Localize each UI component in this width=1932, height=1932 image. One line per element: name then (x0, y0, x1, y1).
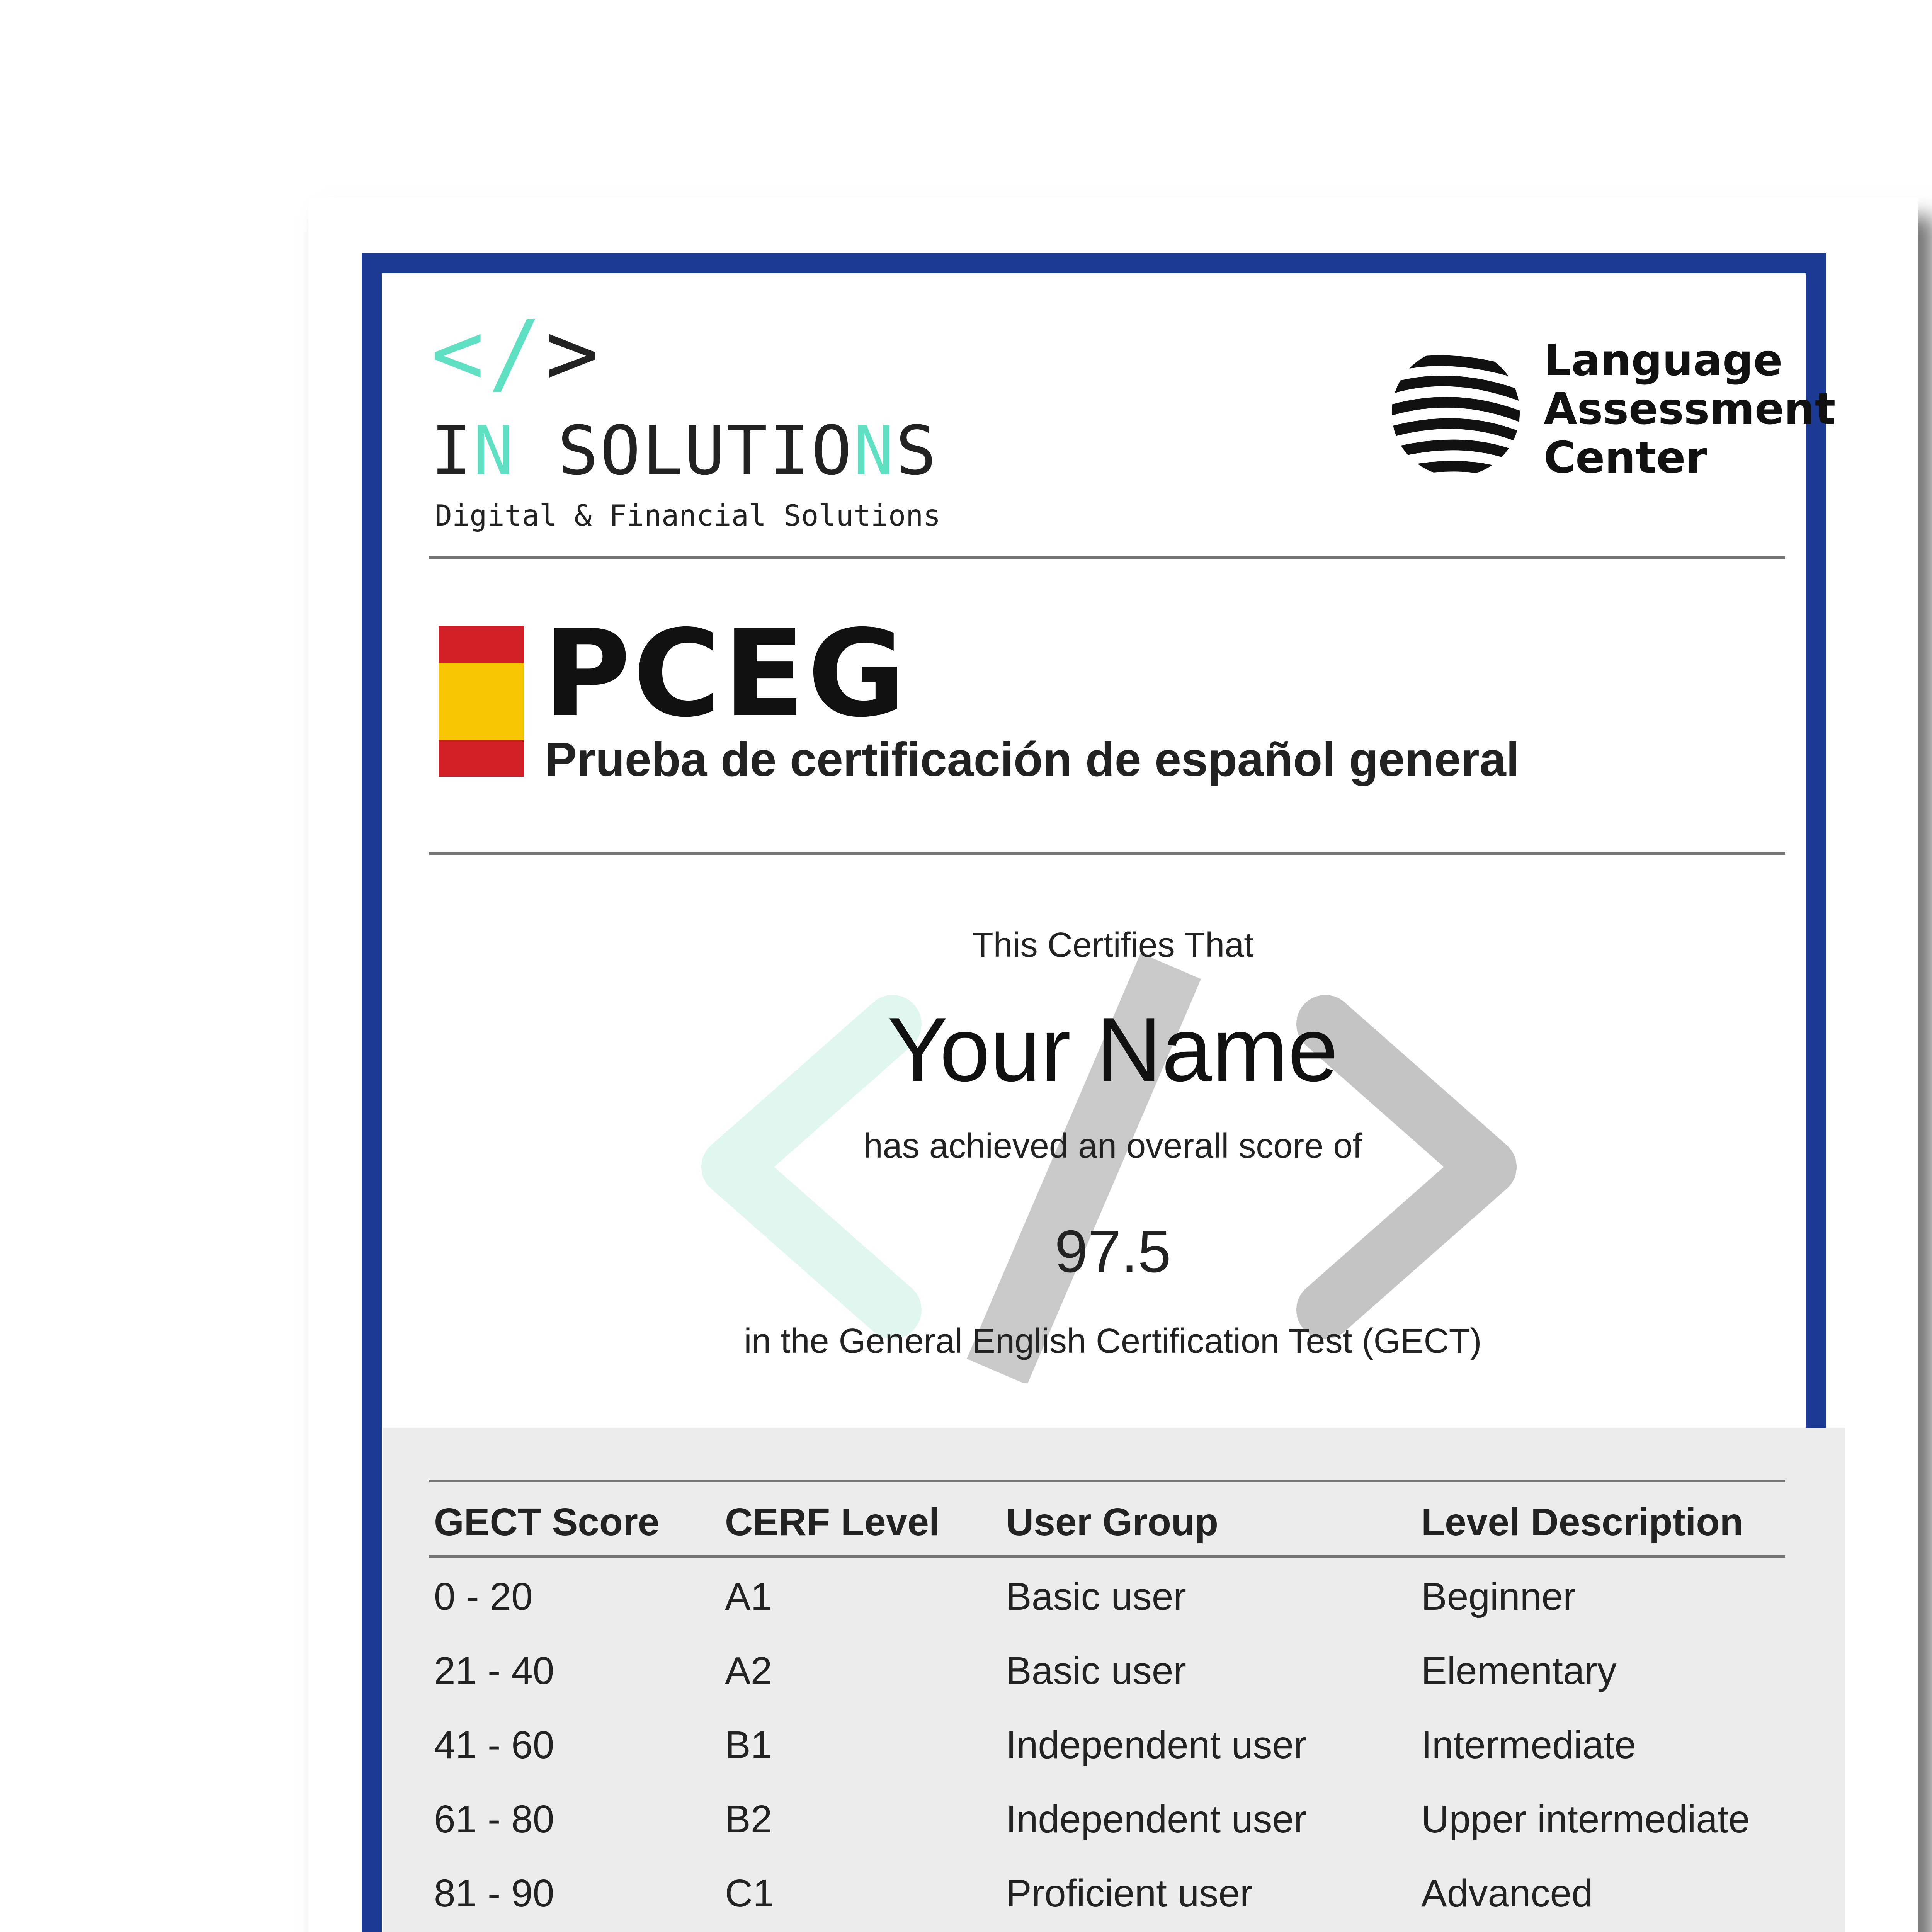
cell-description: Beginner (1421, 1575, 1576, 1618)
header-user-group: User Group (1006, 1500, 1219, 1544)
cell-score: 21 - 40 (434, 1649, 554, 1692)
cell-level: C1 (725, 1872, 774, 1915)
in-solutions-logo-text: IN SOLUTIONS (431, 412, 938, 490)
recipient-name: Your Name (887, 998, 1338, 1100)
cell-score: 41 - 60 (434, 1723, 554, 1767)
cell-level: A1 (725, 1575, 772, 1618)
cell-level: B2 (725, 1798, 772, 1841)
cell-description: Upper intermediate (1421, 1798, 1750, 1841)
cell-score: 0 - 20 (434, 1575, 533, 1618)
cell-group: Basic user (1006, 1649, 1186, 1692)
cell-level: A2 (725, 1649, 772, 1692)
cell-score: 81 - 90 (434, 1872, 554, 1915)
cell-group: Independent user (1006, 1723, 1307, 1767)
cell-group: Basic user (1006, 1575, 1186, 1618)
cell-score: 61 - 80 (434, 1798, 554, 1841)
overall-score: 97.5 (1054, 1218, 1171, 1285)
cell-level: B1 (725, 1723, 772, 1767)
in-solutions-tagline: Digital & Financial Solutions (435, 498, 941, 532)
exam-acronym: PCEG (543, 604, 908, 744)
table-top-rule (429, 1480, 1785, 1482)
certifies-intro: This Certifies That (972, 926, 1254, 964)
header-level-description: Level Description (1421, 1500, 1743, 1544)
achievement-text: has achieved an overall score of (863, 1127, 1362, 1165)
header-cerf-level: CERF Level (725, 1500, 940, 1544)
language-assessment-center-name: Language Assessment Center (1544, 335, 1836, 483)
table-header-rule (429, 1555, 1785, 1558)
exam-full-name: Prueba de certificación de español general (545, 733, 1520, 786)
test-name-line: in the General English Certification Test (GECT) (744, 1322, 1482, 1361)
header-score: GECT Score (434, 1500, 660, 1544)
in-solutions-code-icon: </> (431, 302, 603, 405)
cell-group: Proficient user (1006, 1872, 1253, 1915)
divider (429, 556, 1785, 559)
divider (429, 852, 1785, 855)
cell-description: Advanced (1421, 1872, 1593, 1915)
cell-description: Elementary (1421, 1649, 1617, 1692)
cell-group: Independent user (1006, 1798, 1307, 1841)
cell-description: Intermediate (1421, 1723, 1636, 1767)
spanish-flag-icon (439, 626, 524, 777)
striped-globe-icon (1389, 346, 1522, 479)
